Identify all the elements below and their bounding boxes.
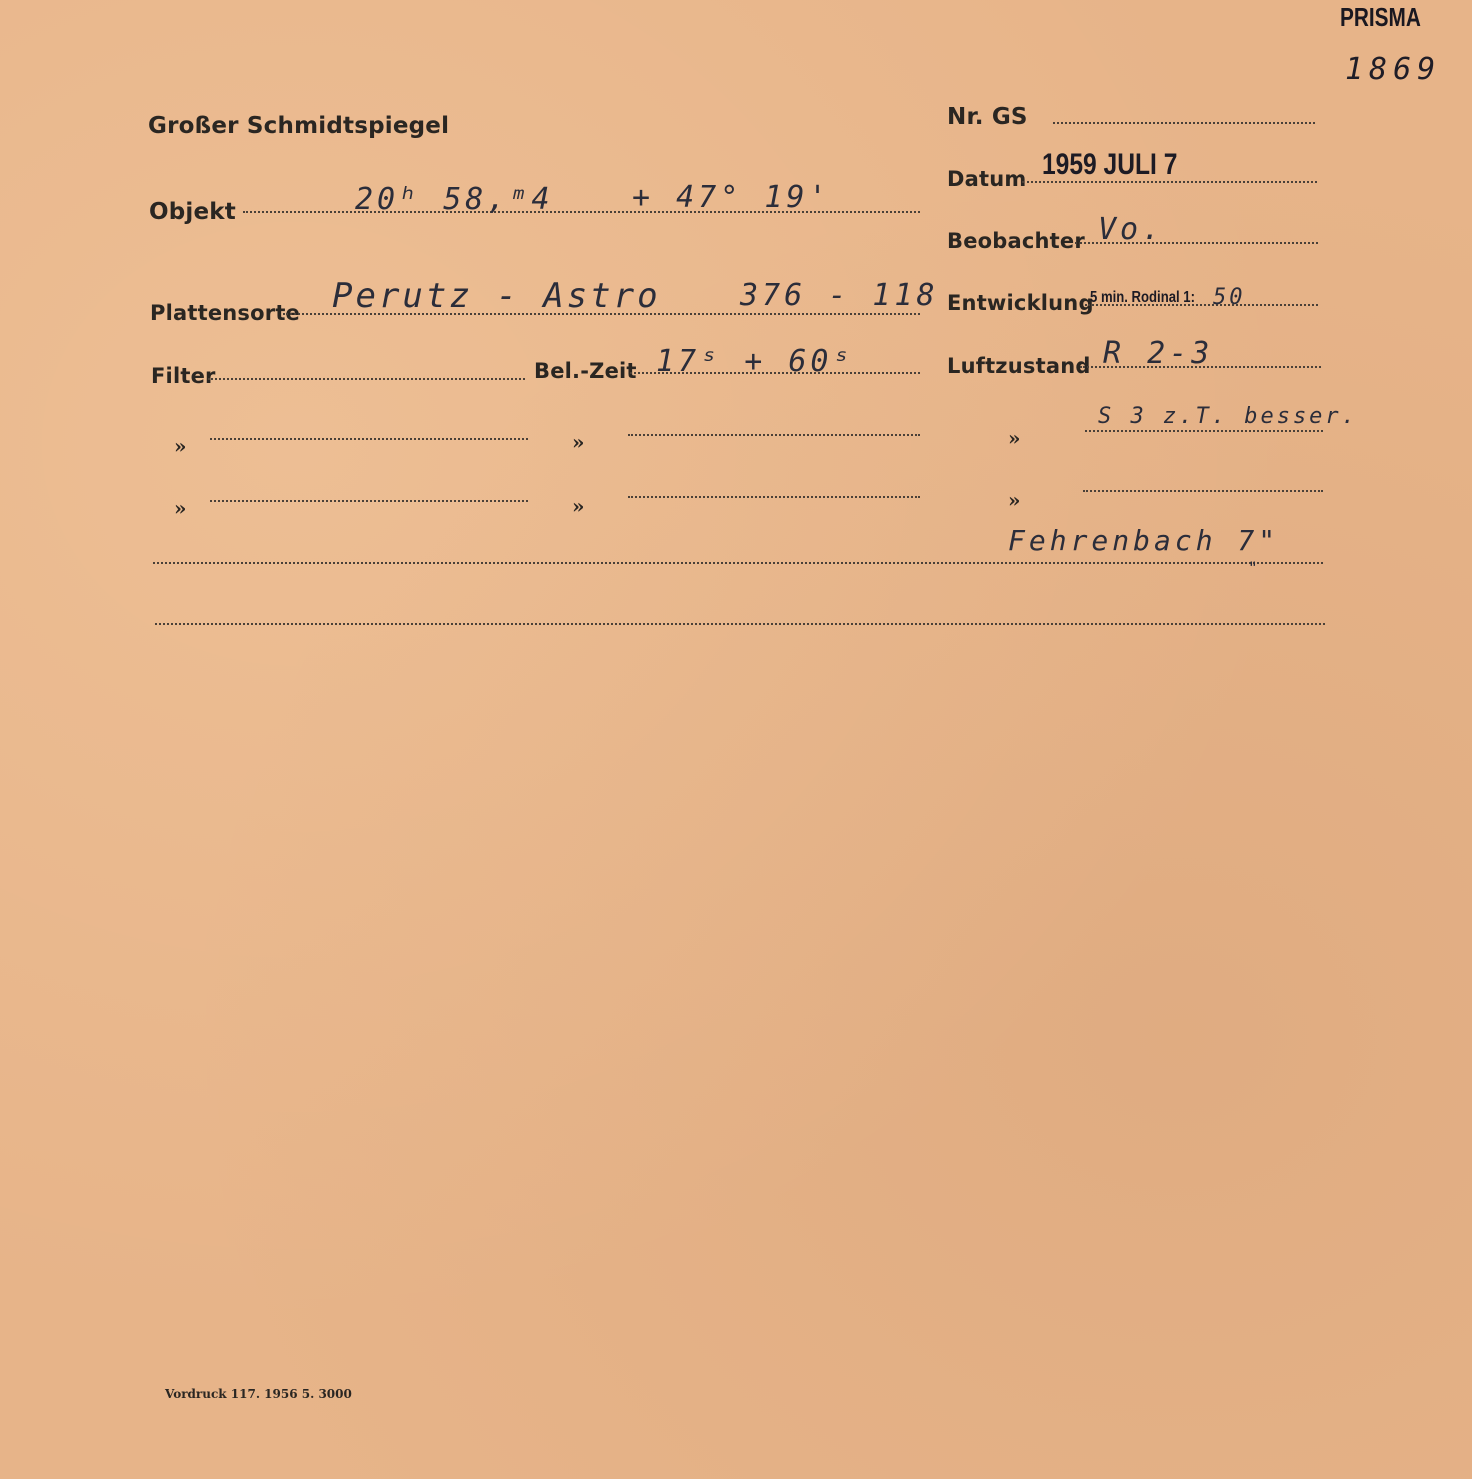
footer-imprint: Vordruck 117. 1956 5. 3000 <box>165 1387 352 1401</box>
filter-line <box>208 378 525 380</box>
belzeit-value: 17ˢ + 60ˢ <box>656 344 855 379</box>
corner-plate-number: 1869 <box>1345 52 1442 87</box>
form-title: Großer Schmidtspiegel <box>148 113 450 139</box>
note-ditto: " <box>1248 558 1262 577</box>
entwicklung-stamp: 5 min. Rodinal 1: <box>1090 289 1195 306</box>
entwicklung-value: 50 <box>1213 285 1246 310</box>
belzeit-label: Bel.-Zeit <box>534 359 637 383</box>
filter-line-2 <box>210 438 528 440</box>
luftzustand-extra: S 3 z.T. besser. <box>1098 404 1358 429</box>
luftzustand-label: Luftzustand <box>947 354 1091 378</box>
luftzustand-line-2 <box>1085 430 1323 432</box>
ditto-mark-filter-1: » <box>174 434 187 458</box>
note-line-1 <box>153 562 1323 564</box>
objekt-declination: + 47° 19' <box>632 180 831 215</box>
nr-gs-line <box>1053 122 1315 124</box>
filter-label: Filter <box>151 364 216 388</box>
datum-label: Datum <box>947 167 1027 191</box>
corner-stamp-prisma: PRISMA <box>1340 2 1421 32</box>
plattensorte-number: 376 - 118 <box>740 278 939 313</box>
luftzustand-value: R 2-3 <box>1103 336 1214 371</box>
plattensorte-value: Perutz - Astro <box>332 276 661 316</box>
plattensorte-label: Plattensorte <box>150 301 300 325</box>
ditto-mark-luftzustand-2: » <box>1008 488 1021 512</box>
note-value: Fehrenbach 7" <box>1008 524 1280 557</box>
ditto-mark-belzeit-1: » <box>572 430 585 454</box>
note-line-2 <box>155 623 1325 625</box>
ditto-mark-filter-2: » <box>174 496 187 520</box>
filter-line-3 <box>210 500 528 502</box>
luftzustand-line-3 <box>1083 490 1323 492</box>
beobachter-label: Beobachter <box>947 229 1085 253</box>
objekt-right-ascension: 20ʰ 58,ᵐ4 <box>355 182 554 217</box>
beobachter-value: Vo. <box>1098 212 1165 247</box>
objekt-label: Objekt <box>149 199 236 225</box>
datum-value: 1959 JULI 7 <box>1042 148 1178 181</box>
ditto-mark-luftzustand-1: » <box>1008 426 1021 450</box>
entwicklung-label: Entwicklung <box>947 291 1094 315</box>
belzeit-line-3 <box>628 496 920 498</box>
nr-gs-label: Nr. GS <box>947 104 1028 130</box>
ditto-mark-belzeit-2: » <box>572 494 585 518</box>
belzeit-line-2 <box>628 434 920 436</box>
